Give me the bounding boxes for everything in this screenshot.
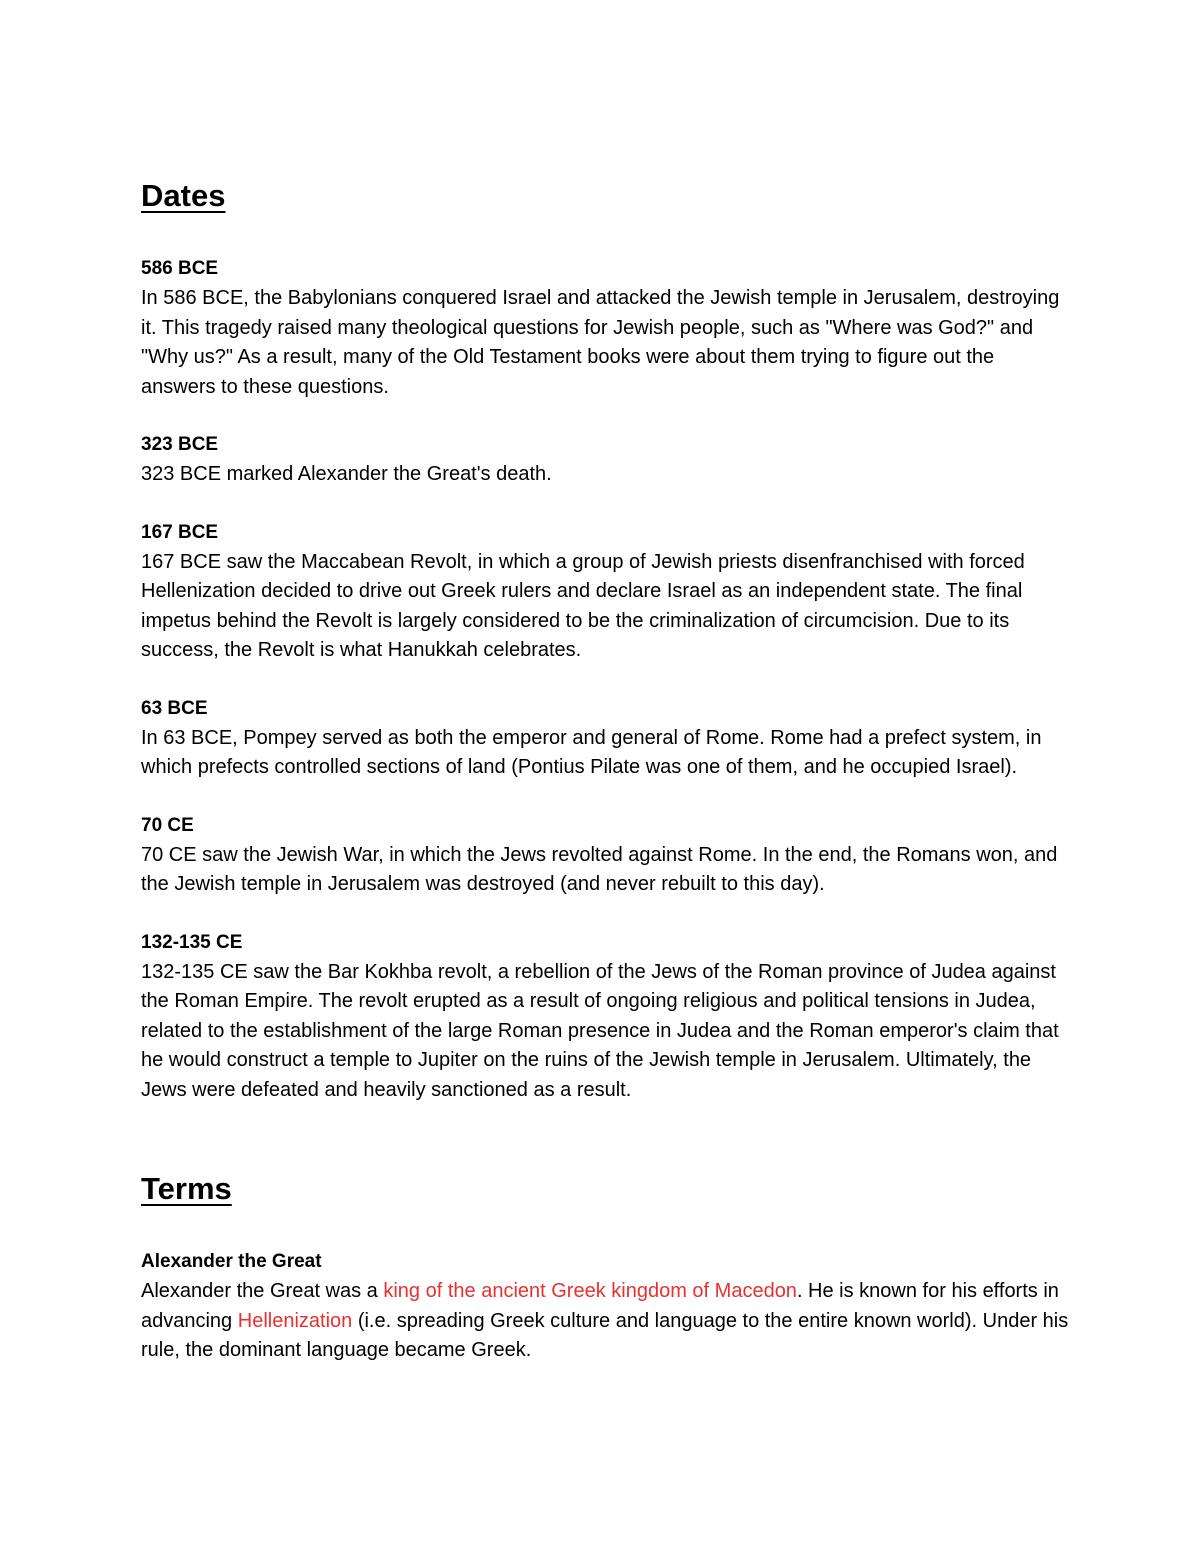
highlighted-text: Hellenization — [237, 1309, 353, 1332]
entry-title: 167 BCE — [141, 521, 219, 543]
term-entry-alexander-the-great — [141, 1247, 1071, 1366]
entry-body: 132-135 CE saw the Bar Kokhba revolt, a rebellion of the Jews of the Roman province of Judea against the Roman Empire. The revolt erupted as a result of ongoing religious and political tensions in Judea, related to the establishment of the large Roman presence in Judea and the Roman emperor's claim that he would construct a temple to Jupiter on the ruins of the Jewish temple in Jerusalem. Ultimately, the Jews were defeated and heavily sanctioned as a result. — [141, 960, 1059, 1101]
entry-body: 323 BCE marked Alexander the Great's death. — [141, 463, 552, 485]
entry-body: 70 CE saw the Jewish War, in which the Jews revolted against Rome. In the end, the Romans won, and the Jewish temple in Jerusalem was destroyed (and never rebuilt to this day). — [141, 843, 1058, 895]
entry-title: 63 BCE — [141, 697, 208, 719]
date-entry-167-bce — [141, 518, 1071, 666]
body-text: (i.e. spreading Greek culture and language to the entire known world). Under his rule, the dominant language became Greek. — [141, 1309, 1069, 1361]
document-page — [141, 168, 1071, 1366]
highlighted-text: king of the ancient Greek kingdom of Macedon — [383, 1280, 797, 1302]
body-text: . He is known for his efforts in advancing — [141, 1280, 1059, 1332]
entry-body: In 63 BCE, Pompey served as both the emperor and general of Rome. Rome had a prefect system, in which prefects controlled sections of land (Pontius Pilate was one of them, and he occupied Israel). — [141, 726, 1042, 778]
entry-title: 132-135 CE — [141, 931, 243, 953]
date-entry-132-135-ce — [141, 928, 1071, 1106]
terms-heading: Terms — [141, 1171, 232, 1206]
entry-body: 167 BCE saw the Maccabean Revolt, in which a group of Jewish priests disenfranchised with forced Hellenization decided to drive out Greek rulers and declare Israel as an independent state. The final impetus behind the Revolt is largely considered to be the criminalization of circumcision. Due to its success, the Revolt is what Hanukkah celebrates. — [141, 550, 1025, 661]
entry-body — [141, 1277, 1071, 1366]
date-entry-323-bce — [141, 430, 1071, 490]
date-entry-63-bce — [141, 694, 1071, 783]
dates-heading: Dates — [141, 178, 226, 213]
body-text: Alexander the Great was a — [141, 1280, 384, 1302]
entry-title: 323 BCE — [141, 434, 219, 455]
date-entry-586-bce — [141, 254, 1071, 402]
entry-title: Alexander the Great — [141, 1251, 322, 1272]
date-entry-70-ce — [141, 811, 1071, 900]
entry-title: 586 BCE — [141, 258, 219, 279]
entry-body: In 586 BCE, the Babylonians conquered Israel and attacked the Jewish temple in Jerusalem, destroying it. This tragedy raised many theological questions for Jewish people, such as "Where was God?" and "Why us?" As a result, many of the Old Testament books were about them trying to figure out the answers to these questions. — [141, 287, 1060, 398]
entry-title: 70 CE — [141, 814, 194, 836]
